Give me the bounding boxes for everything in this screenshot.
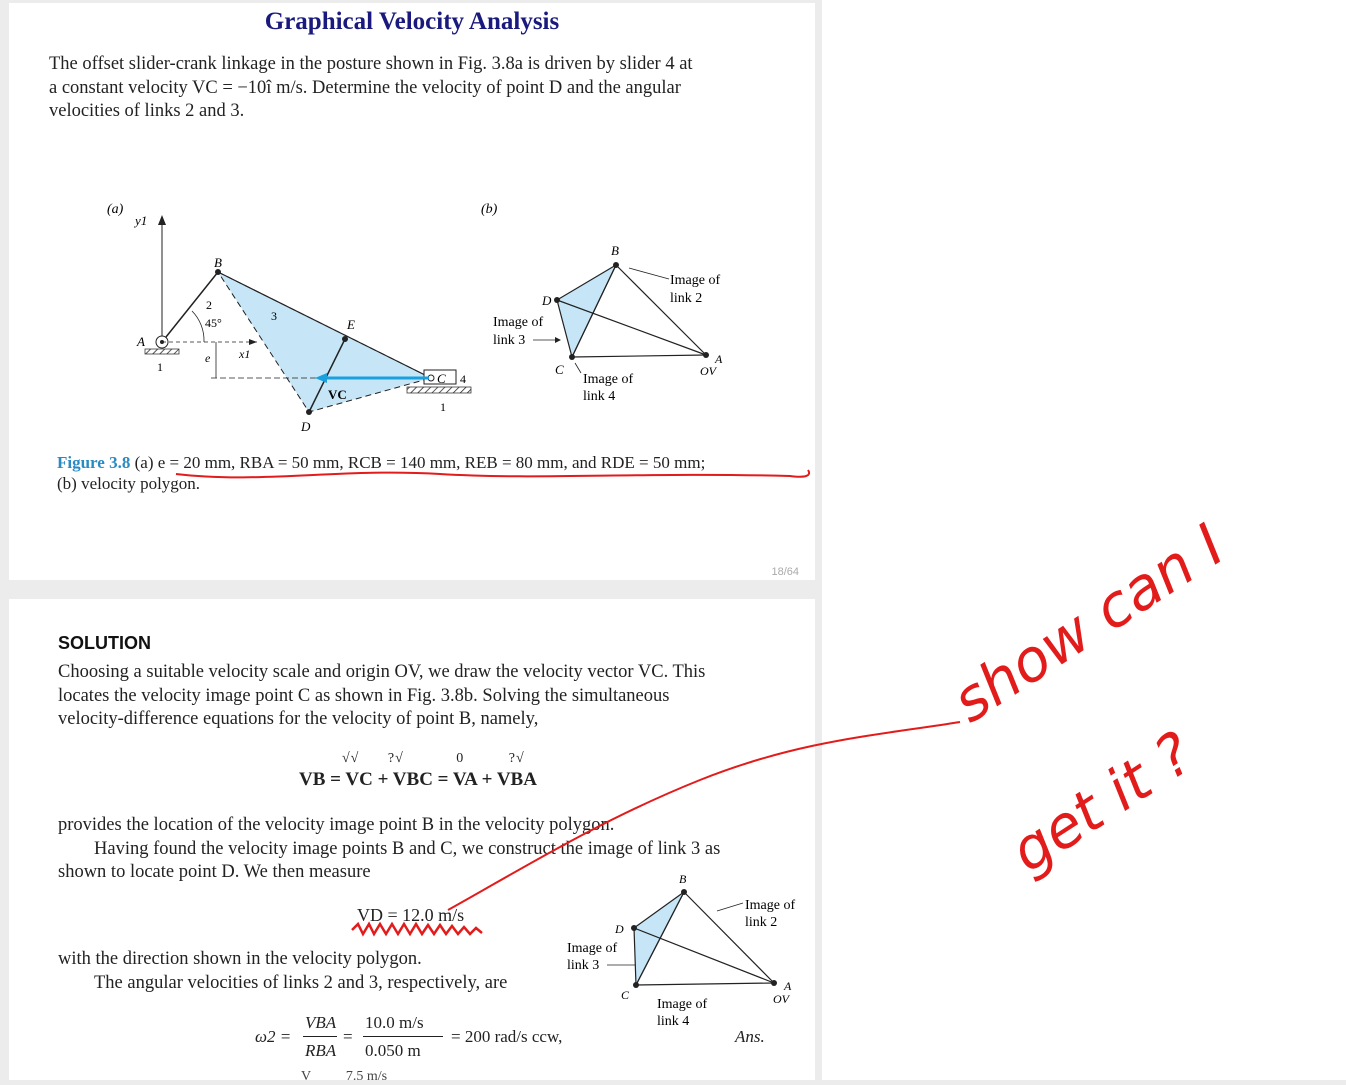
y-axis-label: y1 [135,213,148,228]
page-title: Graphical Velocity Analysis [264,8,560,35]
p2-point-a: A [784,979,792,993]
p2-point-b: B [679,872,687,886]
omega2-equation: ω2 = VBA RBA = 10.0 m/s 0.050 m = 200 rad/s ccw, [255,1013,563,1060]
image-point-b: B [611,243,619,258]
solution-paragraph-1 [58,661,772,732]
solution-paragraph-3 [58,948,558,995]
p2-image-link3-line2: link 3 [567,958,600,973]
image-link4-line2: link 4 [583,389,616,404]
ground-1-label: 1 [440,400,446,414]
omega2-den-val: 0.050 m [365,1041,421,1060]
p2-point-c: C [621,988,630,1002]
problem-statement [49,53,763,124]
figure-caption [57,452,777,494]
point-a-label: A [137,334,145,349]
p2-image-link2-line1: Image of [745,898,796,913]
point-b-label: B [214,255,222,270]
handwritten-note-line-2: get it ? [998,718,1205,886]
x-axis-label: x1 [239,347,251,361]
image-point-d: D [542,293,552,308]
omega2-den: RBA [305,1041,337,1060]
link-1-label: 1 [157,360,163,374]
image-link4-line1: Image of [583,372,634,387]
sol-line-5: Having found the velocity image points B and C, we construct the image of link 3 as [94,838,721,859]
p2-image-link2-line2: link 2 [745,915,778,930]
fig-b-panel-label: (b) [481,202,498,217]
figure-3-8b-velocity-polygon [471,195,761,415]
problem-line-1: The offset slider-crank linkage in the posture shown in Fig. 3.8a is driven by slider 4 at [49,54,693,74]
p2-image-link4-line1: Image of [657,997,708,1012]
handwritten-note-line-1: show can I [940,510,1237,736]
omega2-result: = 200 rad/s ccw, [451,1027,563,1046]
p2-image-link4-line2: link 4 [657,1014,690,1029]
equation-marks: √√ ?√ 0 ?√ [342,751,525,766]
velocity-difference-equation: VB = VC + VBC = VA + VBA [299,769,537,790]
page-number: 18/64 [771,566,799,578]
caption-line-1: (a) e = 20 mm, RBA = 50 mm, RCB = 140 mm, REB = 80 mm, and RDE = 50 mm; [134,453,706,472]
image-link3-line2: link 3 [493,333,526,348]
sol-line-7: with the direction shown in the velocity polygon. [58,949,422,969]
p2-origin-ov: OV [773,992,789,1006]
pdf-page-18 [9,3,815,580]
link-4-label: 4 [460,372,466,386]
caption-figure-label: Figure 3.8 [57,453,131,472]
sol-line-1: Choosing a suitable velocity scale and origin OV, we draw the velocity vector VC. This [58,662,706,682]
origin-ov: OV [700,364,716,378]
sol-line-3: velocity-difference equations for the velocity of point B, namely, [58,709,539,729]
sol-line-4: provides the location of the velocity image point B in the velocity polygon. [58,815,615,835]
p2-image-link3-line1: Image of [567,941,618,956]
omega2-num-val: 10.0 m/s [365,1013,424,1032]
point-e-label: E [347,317,355,332]
velocity-polygon-repeat [549,867,811,1037]
solution-heading: SOLUTION [58,633,151,653]
fig-a-panel-label: (a) [107,202,124,217]
image-link3-line1: Image of [493,315,544,330]
pdf-page-19 [9,599,815,1084]
problem-line-3: velocities of links 2 and 3. [49,101,245,121]
link-2-label: 2 [206,298,212,312]
point-c-label: C [437,371,446,386]
vd-result: VD = 12.0 m/s [357,905,465,925]
note-margin [822,0,1346,1080]
vc-label: VC [328,387,347,402]
caption-line-2: (b) velocity polygon. [57,474,201,493]
sol-line-8: The angular velocities of links 2 and 3, respectively, are [94,972,508,993]
problem-line-2: a constant velocity VC = −10î m/s. Determine the velocity of point D and the angular [49,77,681,98]
omega2-num: VBA [305,1013,337,1032]
answer-label: Ans. [735,1027,765,1046]
angle-label: 45° [205,316,222,330]
image-point-c: C [555,362,564,377]
figure-3-8a-linkage [99,195,479,435]
image-link2-line2: link 2 [670,291,703,306]
point-d-label: D [301,419,311,434]
cut-off-line: V 7.5 m/s [301,1069,388,1084]
link-3-label: 3 [271,309,277,323]
sol-line-6: shown to locate point D. We then measure [58,862,371,882]
image-point-a: A [715,352,723,366]
omega2-lhs: ω2 = [255,1027,292,1046]
sol-line-2: locates the velocity image point C as shown in Fig. 3.8b. Solving the simultaneous [58,685,670,706]
p2-point-d: D [615,922,624,936]
offset-e-label: e [205,351,211,365]
image-link2-line1: Image of [670,273,721,288]
